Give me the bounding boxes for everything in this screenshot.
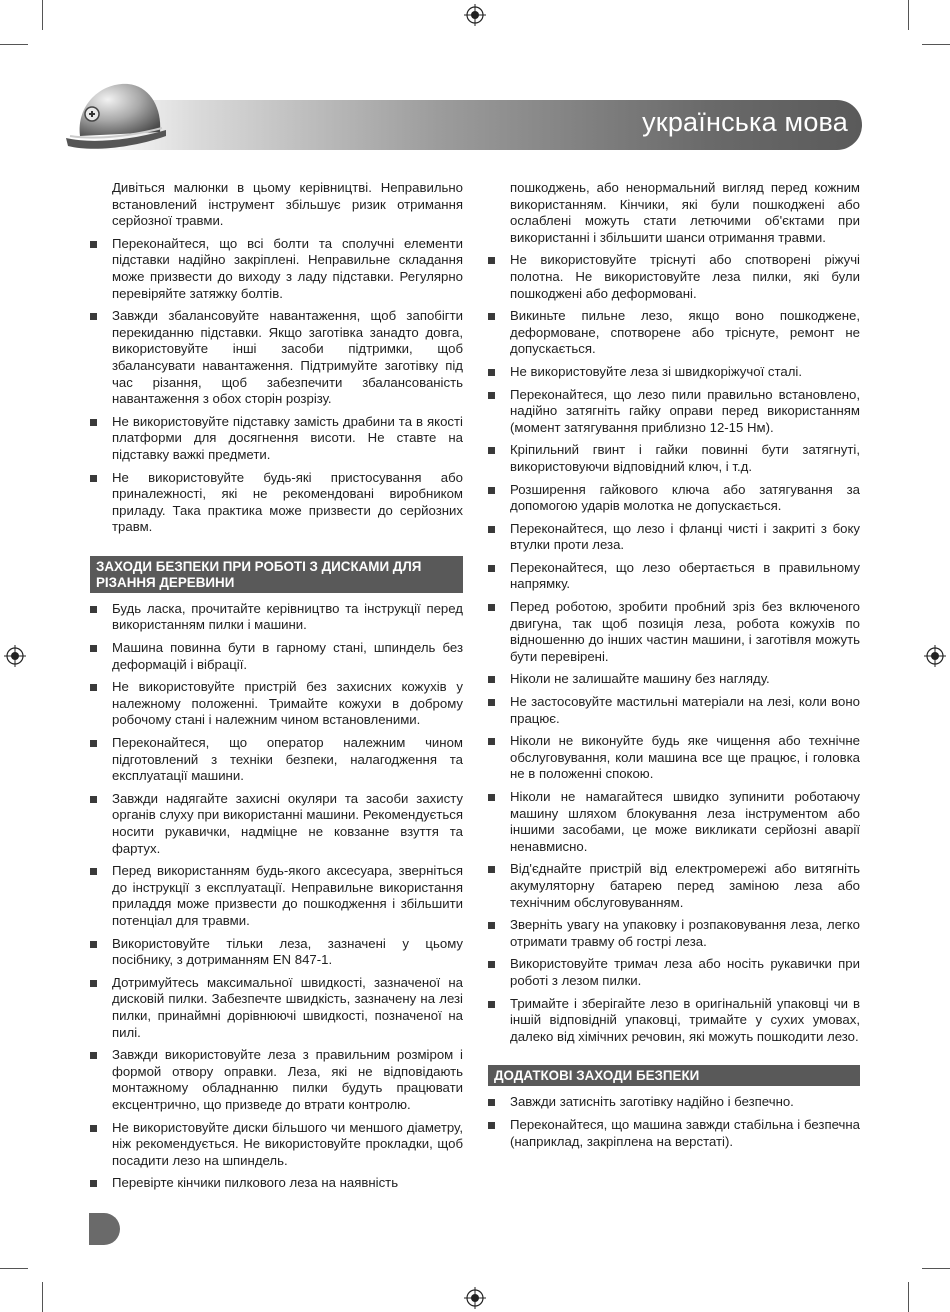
square-bullet-icon <box>488 369 495 376</box>
square-bullet-icon <box>488 392 495 399</box>
list-item-text: Переконайтеся, що машина завжди стабільна і безпечна (наприклад, закріплена на верстаті). <box>510 1116 860 1149</box>
square-bullet-icon <box>90 241 97 248</box>
registration-mark-icon <box>464 4 486 26</box>
crop-mark <box>0 1268 28 1269</box>
list-item-text: Не використовуйте будь-які пристосування або приналежності, які не рекомендовані виробником приладу. Така практика може призвести до серйозних травм. <box>112 469 463 535</box>
list-item <box>488 733 860 783</box>
list-item-text: Розширення гайкового ключа або затягування за допомогою ударів молотка не допускається. <box>510 481 860 514</box>
list-item-text: Переконайтеся, що лезо пили правильно встановлено, надійно затягніть гайку оправи перед використанням (момент затягування приблизно 12-15 Нм). <box>510 386 860 435</box>
list-item-text: Перед використанням будь-якого аксесуара, зверніться до інструкції з експлуатації. Неправильне використання приладдя може призвести до пошкодження і збільшити потенціал для травми. <box>112 863 463 928</box>
list-item <box>488 996 860 1046</box>
square-bullet-icon <box>90 419 97 426</box>
list-item <box>488 789 860 855</box>
square-bullet-icon <box>488 487 495 494</box>
right-column <box>488 180 860 1156</box>
square-bullet-icon <box>90 475 97 482</box>
crop-mark <box>42 0 43 30</box>
square-bullet-icon <box>90 980 97 987</box>
crop-mark <box>908 1282 909 1312</box>
list-item <box>90 735 463 785</box>
registration-mark-icon <box>4 645 26 667</box>
language-header-bar <box>92 100 862 150</box>
square-bullet-icon <box>488 794 495 801</box>
list-item <box>90 975 463 1041</box>
list-item-text: Завжди затисніть заготівку надійно і безпечно. <box>510 1094 794 1110</box>
list-item-text: Не застосовуйте мастильні матеріали на лезі, коли воно працює. <box>510 694 860 726</box>
list-item <box>90 236 463 302</box>
list-item <box>90 601 463 634</box>
bullet-list <box>90 601 463 1192</box>
square-bullet-icon <box>488 866 495 873</box>
left-column <box>90 180 463 1198</box>
list-item-text: Не використовуйте диски більшого чи меншого діаметру, ніж рекомендується. Не використовуйте прокладки, щоб посадити лезо на шпиндель. <box>112 1119 463 1168</box>
section-heading: ЗАХОДИ БЕЗПЕКИ ПРИ РОБОТІ З ДИСКАМИ ДЛЯ РІЗАННЯ ДЕРЕВИНИ <box>90 556 463 593</box>
list-item-text: Переконайтеся, що всі болти та сполучні елементи підставки надійно закріплені. Неправильне складання може призвести до виходу з ладу підставки. Регулярно перевіряйте затяжку болтів. <box>112 235 463 301</box>
list-item-text: Зверніть увагу на упаковку і розпаковування леза, легко отримати травму об гострі леза. <box>510 917 860 949</box>
square-bullet-icon <box>488 1001 495 1008</box>
square-bullet-icon <box>488 604 495 611</box>
square-bullet-icon <box>90 1125 97 1132</box>
square-bullet-icon <box>90 606 97 613</box>
list-item-text: Завжди використовуйте леза з правильним розміром і формой отвору оправки. Леза, які не відповідають монтажному обладнанню пилки будуть працювати ексцентрично, що призведе до втрати контролю. <box>112 1047 463 1112</box>
list-item <box>488 917 860 950</box>
list-item-text: Ніколи не намагайтеся швидко зупинити роботаючу машину шляхом блокування леза інструментом або іншими засобами, це може викликати серйозні аварії ненавмисно. <box>510 789 860 854</box>
square-bullet-icon <box>90 941 97 948</box>
square-bullet-icon <box>488 1099 495 1106</box>
list-item-text: Використовуйте тільки леза, зазначені у цьому посібнику, з дотриманням EN 847-1. <box>112 935 463 968</box>
list-item <box>90 791 463 857</box>
list-item-text: Використовуйте тримач леза або носіть рукавички при роботі з лезом пилки. <box>510 956 860 988</box>
list-item-text: Викиньте пильне лезо, якщо воно пошкоджене, деформоване, спотворене або тріснуте, ремонт не допускається. <box>510 308 860 357</box>
square-bullet-icon <box>90 796 97 803</box>
paragraph-text: пошкоджень, або ненормальний вигляд перед кожним використанням. Кінчики, які були пошкоджені або ослаблені можуть стати летючими об'єктами при використанні і збільшити шанси отримання травми. <box>510 180 860 245</box>
list-item <box>488 599 860 665</box>
list-item <box>90 414 463 464</box>
list-item-text: Не використовуйте леза зі швидкоріжучої сталі. <box>510 363 803 379</box>
bullet-list <box>488 1094 860 1150</box>
registration-mark-icon <box>924 645 946 667</box>
list-item-text: Завжди збалансовуйте навантаження, щоб запобігти перекиданню підставки. Якщо заготівка занадто довга, використовуйте інші засоби підтримки, щоб збалансувати навантаження. Підтримуйте заготівку під час різання, щоб забезпечити збалансованість навантаження з обох сторін розрізу. <box>112 308 463 407</box>
list-item-text: Дотримуйтесь максимальної швидкості, зазначеної на дисковій пилки. Забезпечте швидкість, зазначену на лезі пилки, принаймні дорівнюючі швидкості, позначеної на пилі. <box>112 974 463 1040</box>
square-bullet-icon <box>488 699 495 706</box>
square-bullet-icon <box>488 961 495 968</box>
list-item-text: Машина повинна бути в гарному стані, шпиндель без деформацій і вібрації. <box>112 640 463 672</box>
crop-mark <box>908 0 909 30</box>
list-item-text: Кріпильний гвинт і гайки повинні бути затягнуті, використовуючи відповідний ключ, і т.д. <box>510 442 860 474</box>
safety-helmet-icon <box>62 74 172 154</box>
list-item <box>90 936 463 969</box>
square-bullet-icon <box>488 738 495 745</box>
square-bullet-icon <box>90 684 97 691</box>
crop-mark <box>42 1282 43 1312</box>
list-item <box>488 308 860 358</box>
list-item-text: Не використовуйте пристрій без захисних кожухів у належному положенні. Тримайте кожухи в доброму робочому стані і належним чином встановленими. <box>112 679 463 728</box>
page-number-tab <box>89 1213 120 1245</box>
list-item <box>488 861 860 911</box>
list-item <box>488 482 860 515</box>
square-bullet-icon <box>90 1052 97 1059</box>
square-bullet-icon <box>90 645 97 652</box>
square-bullet-icon <box>488 565 495 572</box>
list-item <box>488 1094 860 1111</box>
registration-mark-icon <box>464 1287 486 1309</box>
list-item <box>488 671 860 688</box>
list-item <box>90 679 463 729</box>
square-bullet-icon <box>488 1122 495 1129</box>
square-bullet-icon <box>488 676 495 683</box>
square-bullet-icon <box>488 526 495 533</box>
list-item <box>488 252 860 302</box>
language-title: українська мова <box>642 107 848 137</box>
list-item <box>488 1117 860 1150</box>
bullet-list <box>90 236 463 536</box>
list-item <box>90 640 463 673</box>
square-bullet-icon <box>488 257 495 264</box>
list-item-text: Від'єднайте пристрій від електромережі або витягніть акумуляторну батарею перед заміною леза або технічним обслуговуванням. <box>510 861 860 910</box>
list-item-text: Не використовуйте тріснуті або спотворені ріжучі полотна. Не використовуйте леза пилки, які були пошкоджені або деформовані. <box>510 252 860 301</box>
list-item <box>488 560 860 593</box>
list-item-text: Не використовуйте підставку замість драбини та в якості платформи для досягнення висоти. Не ставте на підставку важкі предмети. <box>112 413 463 462</box>
list-item <box>90 863 463 929</box>
list-item-text: Будь ласка, прочитайте керівництво та інструкції перед використанням пилки і машини. <box>112 600 463 633</box>
crop-mark <box>0 44 28 45</box>
square-bullet-icon <box>90 740 97 747</box>
list-item <box>90 308 463 408</box>
list-item-text: Ніколи не залишайте машину без нагляду. <box>510 671 770 687</box>
crop-mark <box>922 1268 950 1269</box>
square-bullet-icon <box>90 313 97 320</box>
list-item <box>488 521 860 554</box>
crop-mark <box>922 44 950 45</box>
list-item-text: Перевірте кінчики пилкового леза на наявність <box>112 1175 399 1191</box>
list-item <box>90 470 463 536</box>
square-bullet-icon <box>90 1180 97 1187</box>
list-item <box>488 364 860 381</box>
square-bullet-icon <box>488 313 495 320</box>
list-item <box>488 387 860 437</box>
list-item-text: Завжди надягайте захисні окуляри та засоби захисту органів слуху при використанні машини. Рекомендується носити рукавички, надміцне не ковзанне взуття та фартух. <box>112 790 463 856</box>
bullet-list <box>488 252 860 1045</box>
list-item-text: Ніколи не виконуйте будь яке чищення або технічне обслуговування, коли машина все ще працює, і головка не в положенні спокою. <box>510 733 860 782</box>
section-heading: ДОДАТКОВІ ЗАХОДИ БЕЗПЕКИ <box>488 1065 860 1086</box>
list-item-text: Переконайтеся, що лезо обертається в правильному напрямку. <box>510 559 860 592</box>
list-item <box>488 956 860 989</box>
paragraph-text: Дивіться малюнки в цьому керівництві. Неправильно встановлений інструмент збільшує ризик отримання серйозної травми. <box>112 180 463 229</box>
list-item-text: Перед роботою, зробити пробний зріз без включеного двигуна, так щоб позиція леза, робота кожухів по відношенню до інших частин машини, і заготівля можуть бути перевірені. <box>510 599 860 664</box>
list-item <box>90 1120 463 1170</box>
list-item <box>90 1047 463 1113</box>
square-bullet-icon <box>90 868 97 875</box>
list-item-text: Переконайтеся, що оператор належним чином підготовлений з техніки безпеки, налагодження та експлуатації машини. <box>112 735 463 784</box>
list-item <box>488 442 860 475</box>
list-item-text: Переконайтеся, що лезо і фланці чисті і закриті з боку втулки проти леза. <box>510 520 860 553</box>
square-bullet-icon <box>488 922 495 929</box>
square-bullet-icon <box>488 447 495 454</box>
list-item <box>488 694 860 727</box>
list-item-text: Тримайте і зберігайте лезо в оригінальній упаковці чи в іншій відповідній упаковці, тримайте у сухих умовах, далеко від хімічних речовин, які можуть пошкодити лезо. <box>510 995 860 1044</box>
list-item <box>90 1175 463 1192</box>
